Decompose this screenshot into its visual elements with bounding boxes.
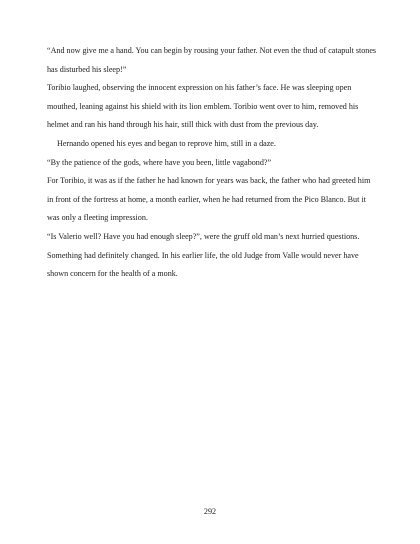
body-text [47,42,377,284]
paragraph-6: “Is Valerio well? Have you had enough sleep?”, were the gruff old man’s next hurried questions. Something had definitely changed. In his earlier life, the old Judge from Valle would never have shown concern for the health of a monk. [47,231,360,279]
paragraph-2: Toribio laughed, observing the innocent expression on his father’s face. He was sleeping open mouthed, leaning against his shield with its lion emblem. Toribio went over to him, removed his helmet and ran his hand through his hair, still thick with dust from the previous day. [47,83,359,130]
paragraph-1: “And now give me a hand. You can begin by rousing your father. Not even the thud of catapult stones has disturbed his sleep!” [47,46,377,74]
paragraph-5: For Toribio, it was as if the father he had known for years was back, the father who had greeted him in front of the fortress at home, a month earlier, when he had returned from the Pico Blanco. But it was only a fleeting impression. [47,176,371,223]
paragraph-4: “By the patience of the gods, where have you been, little vagabond?” [47,157,272,167]
paragraph-3: Hernando opened his eyes and began to reprove him, still in a daze. [57,138,276,148]
page-number: 292 [203,507,217,516]
